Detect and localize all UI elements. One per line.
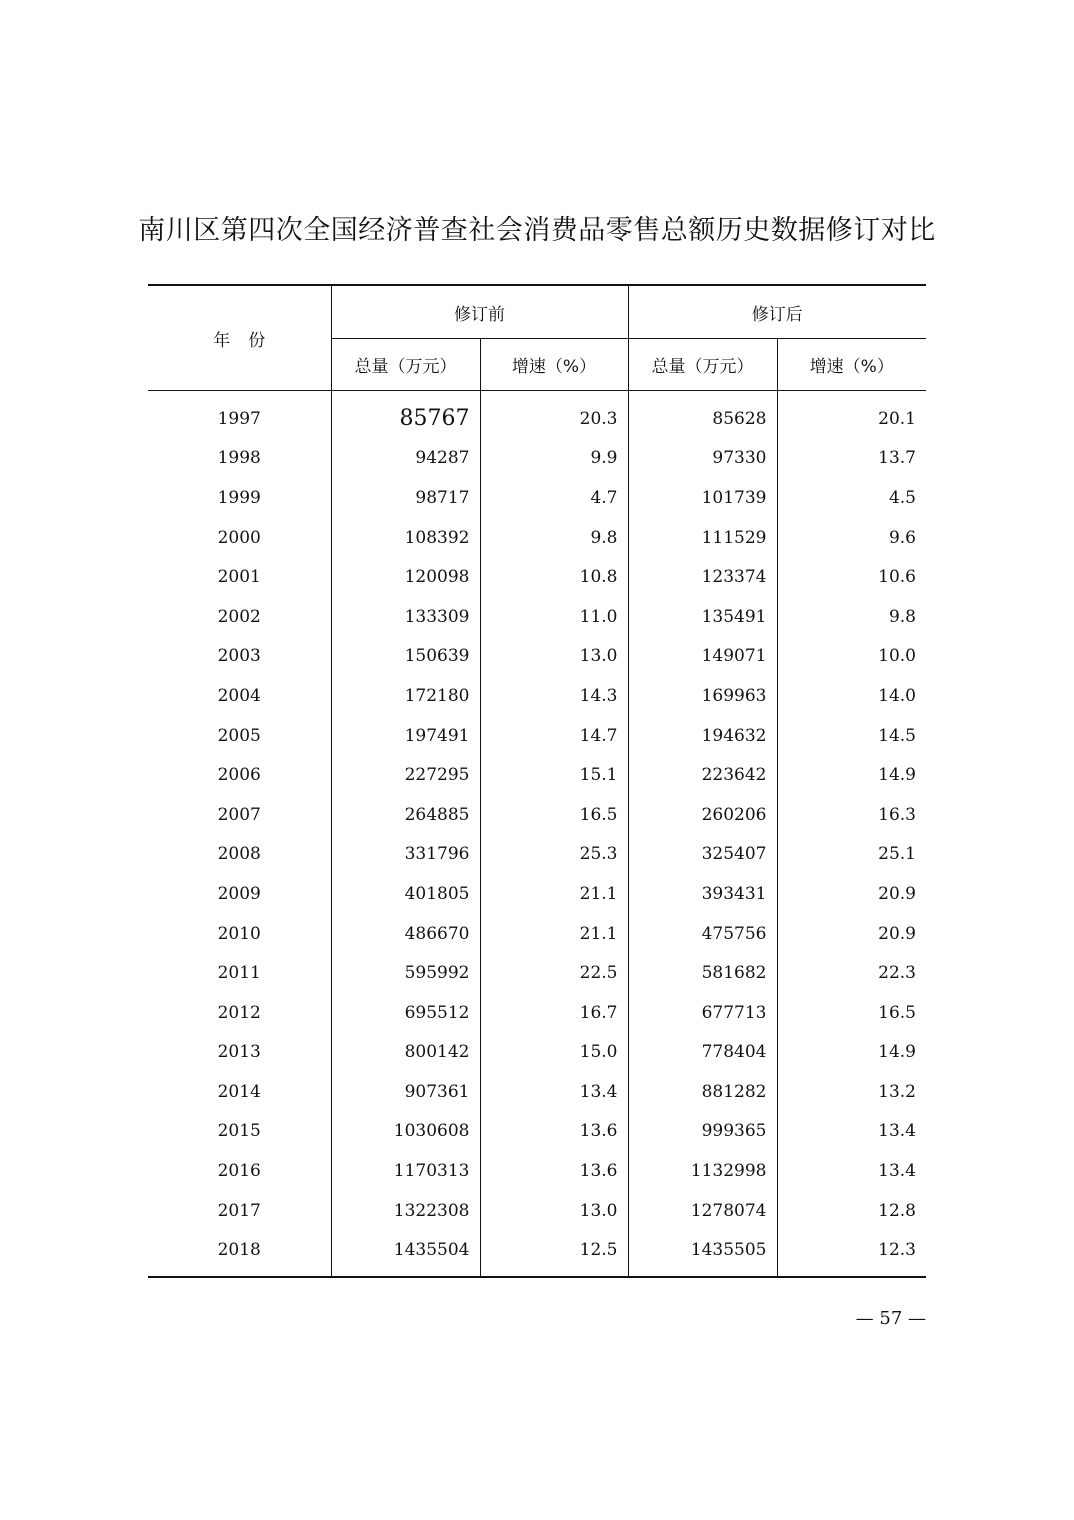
table-row [148, 1191, 926, 1231]
after-total-cell: 475756 [628, 914, 777, 954]
before-growth-cell: 13.6 [480, 1112, 628, 1152]
page-number: — 57 — [855, 1308, 926, 1329]
table-row [148, 835, 926, 875]
before-growth-cell: 12.5 [480, 1230, 628, 1277]
table-row [148, 1033, 926, 1073]
table-row [148, 993, 926, 1033]
after-total-cell: 85628 [628, 391, 777, 439]
after-total-cell: 260206 [628, 795, 777, 835]
after-growth-cell: 13.2 [878, 1081, 916, 1102]
after-total-cell: 149071 [628, 637, 777, 677]
after-total-cell: 881282 [628, 1072, 777, 1112]
before-total-cell: 800142 [331, 1033, 480, 1073]
table-row [148, 391, 926, 439]
before-total-cell: 1170313 [331, 1151, 480, 1191]
table-row [148, 1072, 926, 1112]
after-growth-cell: 16.5 [878, 1002, 916, 1023]
before-total-cell: 1322308 [331, 1191, 480, 1231]
after-total-cell: 999365 [628, 1112, 777, 1152]
after-total-cell: 123374 [628, 557, 777, 597]
year-cell: 2011 [148, 953, 331, 993]
after-growth-cell: 14.0 [878, 685, 916, 706]
after-total-cell: 581682 [628, 953, 777, 993]
year-cell: 2014 [148, 1072, 331, 1112]
before-total-cell: 907361 [331, 1072, 480, 1112]
after-total-cell: 325407 [628, 835, 777, 875]
before-growth-cell: 9.8 [480, 518, 628, 558]
before-total-cell: 98717 [331, 478, 480, 518]
after-growth-cell: 4.5 [888, 487, 916, 508]
after-growth-cell: 14.9 [878, 765, 916, 786]
table-row [148, 874, 926, 914]
after-growth-cell: 13.4 [878, 1121, 916, 1142]
table-row [148, 637, 926, 677]
after-total-cell: 135491 [628, 597, 777, 637]
year-cell: 2006 [148, 755, 331, 795]
before-growth-cell: 13.6 [480, 1151, 628, 1191]
header-after-revision: 修订后 [628, 285, 926, 339]
year-cell: 2018 [148, 1230, 331, 1277]
before-growth-cell: 16.7 [480, 993, 628, 1033]
table-row [148, 755, 926, 795]
after-growth-cell: 16.3 [878, 804, 916, 825]
after-total-cell: 111529 [628, 518, 777, 558]
year-cell: 2003 [148, 637, 331, 677]
before-total-cell: 695512 [331, 993, 480, 1033]
after-total-cell: 1435505 [628, 1230, 777, 1277]
year-cell: 1998 [148, 439, 331, 479]
before-growth-cell: 20.3 [480, 391, 628, 439]
before-total-cell: 133309 [331, 597, 480, 637]
header-after-growth: 增速（%） [777, 339, 926, 391]
before-total-cell: 401805 [331, 874, 480, 914]
before-total-cell: 331796 [331, 835, 480, 875]
after-growth-cell: 20.9 [878, 883, 916, 904]
year-cell: 2005 [148, 716, 331, 756]
revision-comparison-table [148, 284, 926, 1278]
before-total-cell: 94287 [331, 439, 480, 479]
year-cell: 2001 [148, 557, 331, 597]
table-row [148, 478, 926, 518]
year-cell: 2017 [148, 1191, 331, 1231]
table-row [148, 914, 926, 954]
before-total-cell: 264885 [331, 795, 480, 835]
after-total-cell: 1278074 [628, 1191, 777, 1231]
before-growth-cell: 13.4 [480, 1072, 628, 1112]
year-cell: 2009 [148, 874, 331, 914]
table-row [148, 676, 926, 716]
table-row [148, 953, 926, 993]
after-total-cell: 169963 [628, 676, 777, 716]
year-cell: 2016 [148, 1151, 331, 1191]
after-total-cell: 1132998 [628, 1151, 777, 1191]
before-growth-cell: 11.0 [480, 597, 628, 637]
table-row [148, 439, 926, 479]
year-cell: 2012 [148, 993, 331, 1033]
before-total-cell: 172180 [331, 676, 480, 716]
after-growth-cell: 25.1 [878, 844, 916, 865]
table-row [148, 597, 926, 637]
table-row [148, 795, 926, 835]
year-cell: 2002 [148, 597, 331, 637]
year-cell: 2010 [148, 914, 331, 954]
before-growth-cell: 14.7 [480, 716, 628, 756]
before-growth-cell: 13.0 [480, 637, 628, 677]
table-row [148, 1230, 926, 1277]
header-after-total: 总量（万元） [628, 339, 777, 391]
page-title: 南川区第四次全国经济普查社会消费品零售总额历史数据修订对比 [138, 215, 936, 246]
year-cell: 2000 [148, 518, 331, 558]
after-total-cell: 194632 [628, 716, 777, 756]
table-row [148, 557, 926, 597]
after-growth-cell: 20.1 [878, 408, 916, 429]
before-growth-cell: 25.3 [480, 835, 628, 875]
after-growth-cell: 22.3 [878, 963, 916, 984]
table-row [148, 1112, 926, 1152]
before-growth-cell: 21.1 [480, 874, 628, 914]
after-growth-cell: 20.9 [878, 923, 916, 944]
after-total-cell: 778404 [628, 1033, 777, 1073]
before-growth-cell: 15.0 [480, 1033, 628, 1073]
table-body [148, 391, 926, 1278]
before-growth-cell: 22.5 [480, 953, 628, 993]
after-total-cell: 677713 [628, 993, 777, 1033]
before-growth-cell: 10.8 [480, 557, 628, 597]
before-total-cell: 1435504 [331, 1230, 480, 1277]
after-growth-cell: 9.8 [888, 606, 916, 627]
header-before-revision: 修订前 [331, 285, 628, 339]
after-total-cell: 223642 [628, 755, 777, 795]
after-growth-cell: 10.0 [878, 646, 916, 667]
year-cell: 2013 [148, 1033, 331, 1073]
year-cell: 1999 [148, 478, 331, 518]
year-cell: 2015 [148, 1112, 331, 1152]
before-total-cell: 486670 [331, 914, 480, 954]
before-growth-cell: 9.9 [480, 439, 628, 479]
year-cell: 1997 [148, 391, 331, 439]
before-total-cell: 108392 [331, 518, 480, 558]
year-cell: 2004 [148, 676, 331, 716]
after-growth-cell: 13.7 [878, 448, 916, 469]
before-total-cell: 85767 [331, 391, 480, 439]
before-growth-cell: 14.3 [480, 676, 628, 716]
after-total-cell: 97330 [628, 439, 777, 479]
after-growth-cell: 9.6 [888, 527, 916, 548]
after-growth-cell: 14.5 [878, 725, 916, 746]
table-header [148, 285, 926, 391]
table-row [148, 716, 926, 756]
after-growth-cell: 13.4 [878, 1161, 916, 1182]
after-growth-cell: 10.6 [878, 567, 916, 588]
year-cell: 2007 [148, 795, 331, 835]
before-total-cell: 227295 [331, 755, 480, 795]
after-growth-cell: 12.3 [777, 1230, 926, 1277]
before-growth-cell: 13.0 [480, 1191, 628, 1231]
after-total-cell: 101739 [628, 478, 777, 518]
before-total-cell: 1030608 [331, 1112, 480, 1152]
header-year: 年份 [148, 285, 331, 391]
after-growth-cell: 12.8 [878, 1200, 916, 1221]
after-total-cell: 393431 [628, 874, 777, 914]
table-row [148, 518, 926, 558]
before-total-cell: 150639 [331, 637, 480, 677]
header-before-growth: 增速（%） [480, 339, 628, 391]
before-growth-cell: 16.5 [480, 795, 628, 835]
header-before-total: 总量（万元） [331, 339, 480, 391]
before-total-cell: 120098 [331, 557, 480, 597]
before-total-cell: 595992 [331, 953, 480, 993]
before-growth-cell: 4.7 [480, 478, 628, 518]
before-growth-cell: 15.1 [480, 755, 628, 795]
before-growth-cell: 21.1 [480, 914, 628, 954]
after-growth-cell: 14.9 [878, 1042, 916, 1063]
year-cell: 2008 [148, 835, 331, 875]
table-row [148, 1151, 926, 1191]
before-total-cell: 197491 [331, 716, 480, 756]
